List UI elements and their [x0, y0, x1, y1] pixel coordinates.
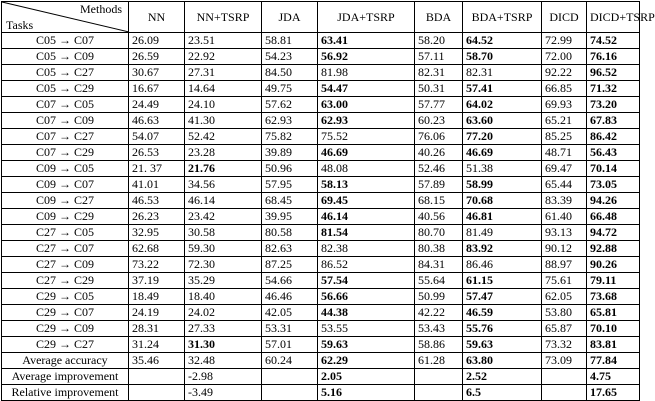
value-cell: 83.81	[587, 337, 640, 353]
value-cell: 22.92	[185, 49, 262, 65]
table-row	[2, 65, 640, 81]
value-cell: 72.30	[185, 257, 262, 273]
value-cell: 24.02	[185, 305, 262, 321]
task-label: C07 → C29	[2, 145, 129, 161]
methods-label: Methods	[80, 2, 122, 16]
task-label: C27 → C05	[2, 225, 129, 241]
value-cell: 57.11	[415, 49, 463, 65]
task-label: C05 → C07	[2, 33, 129, 49]
value-cell: 46.63	[129, 113, 185, 129]
value-cell: 61.28	[415, 353, 463, 369]
value-cell: 63.60	[463, 113, 542, 129]
value-cell: 83.39	[542, 193, 587, 209]
value-cell: 46.69	[463, 145, 542, 161]
value-cell	[415, 385, 463, 401]
value-cell: 73.09	[542, 353, 587, 369]
column-header: JDA+TSRP	[318, 2, 415, 33]
value-cell: 84.50	[262, 65, 318, 81]
value-cell: 40.26	[415, 145, 463, 161]
value-cell: 87.25	[262, 257, 318, 273]
value-cell: 75.61	[542, 273, 587, 289]
table-row	[2, 225, 640, 241]
value-cell: 16.67	[129, 81, 185, 97]
results-table	[1, 1, 655, 401]
value-cell: 54.66	[262, 273, 318, 289]
value-cell: 53.43	[415, 321, 463, 337]
table-row	[2, 209, 640, 225]
value-cell: 14.64	[185, 81, 262, 97]
table-row	[2, 305, 640, 321]
table-body	[2, 33, 640, 401]
value-cell: 5.16	[318, 385, 415, 401]
value-cell: 34.56	[185, 177, 262, 193]
value-cell: 58.86	[415, 337, 463, 353]
value-cell: 2.52	[463, 369, 542, 385]
value-cell: 62.68	[129, 241, 185, 257]
task-label: C29 → C05	[2, 289, 129, 305]
value-cell: 46.53	[129, 193, 185, 209]
task-label: C27 → C07	[2, 241, 129, 257]
value-cell: 41.01	[129, 177, 185, 193]
value-cell: 62.29	[318, 353, 415, 369]
value-cell: 28.31	[129, 321, 185, 337]
value-cell: 39.89	[262, 145, 318, 161]
value-cell: 42.05	[262, 305, 318, 321]
value-cell: 18.40	[185, 289, 262, 305]
value-cell: 26.59	[129, 49, 185, 65]
value-cell: 64.52	[463, 33, 542, 49]
value-cell: 82.38	[318, 241, 415, 257]
task-label: C05 → C09	[2, 49, 129, 65]
value-cell: 57.47	[463, 289, 542, 305]
table-row	[2, 337, 640, 353]
value-cell: 94.26	[587, 193, 640, 209]
value-cell: 63.80	[463, 353, 542, 369]
value-cell: 59.63	[463, 337, 542, 353]
table-row	[2, 33, 640, 49]
task-label: C07 → C05	[2, 97, 129, 113]
value-cell: 30.67	[129, 65, 185, 81]
column-header: BDA	[415, 2, 463, 33]
value-cell: 62.93	[318, 113, 415, 129]
value-cell: 52.46	[415, 161, 463, 177]
task-label: C27 → C29	[2, 273, 129, 289]
value-cell: 54.07	[129, 129, 185, 145]
results-table-container	[1, 1, 655, 401]
value-cell: 59.30	[185, 241, 262, 257]
value-cell: 46.14	[185, 193, 262, 209]
task-label: C09 → C29	[2, 209, 129, 225]
value-cell: 18.49	[129, 289, 185, 305]
value-cell: 30.58	[185, 225, 262, 241]
value-cell: 72.99	[542, 33, 587, 49]
value-cell: 65.21	[542, 113, 587, 129]
value-cell: 62.05	[542, 289, 587, 305]
task-label: C29 → C27	[2, 337, 129, 353]
column-header: BDA+TSRP	[463, 2, 542, 33]
value-cell: 4.75	[587, 369, 640, 385]
value-cell: 44.38	[318, 305, 415, 321]
value-cell: 40.56	[415, 209, 463, 225]
column-header: NN	[129, 2, 185, 33]
column-header: JDA	[262, 2, 318, 33]
header-row	[2, 2, 640, 33]
value-cell: 57.95	[262, 177, 318, 193]
table-row	[2, 177, 640, 193]
value-cell: 39.95	[262, 209, 318, 225]
value-cell: 68.15	[415, 193, 463, 209]
value-cell: 56.43	[587, 145, 640, 161]
value-cell: 31.30	[185, 337, 262, 353]
value-cell: 68.45	[262, 193, 318, 209]
value-cell: 94.72	[587, 225, 640, 241]
summary-row	[2, 385, 640, 401]
value-cell: -3.49	[185, 385, 262, 401]
task-label: C29 → C07	[2, 305, 129, 321]
value-cell: 58.13	[318, 177, 415, 193]
value-cell: 75.52	[318, 129, 415, 145]
value-cell: 24.10	[185, 97, 262, 113]
value-cell: 62.93	[262, 113, 318, 129]
value-cell: 71.32	[587, 81, 640, 97]
summary-row	[2, 369, 640, 385]
value-cell: 57.41	[463, 81, 542, 97]
value-cell: 92.88	[587, 241, 640, 257]
task-label: C09 → C05	[2, 161, 129, 177]
value-cell: 61.15	[463, 273, 542, 289]
value-cell	[542, 385, 587, 401]
task-label: C27 → C09	[2, 257, 129, 273]
value-cell: 24.19	[129, 305, 185, 321]
value-cell: 77.84	[587, 353, 640, 369]
value-cell: 27.33	[185, 321, 262, 337]
value-cell: 76.06	[415, 129, 463, 145]
value-cell: 70.68	[463, 193, 542, 209]
value-cell: 48.71	[542, 145, 587, 161]
value-cell: 90.12	[542, 241, 587, 257]
value-cell: 2.05	[318, 369, 415, 385]
value-cell	[129, 385, 185, 401]
summary-label: Average improvement	[2, 369, 129, 385]
value-cell: 60.24	[262, 353, 318, 369]
summary-label: Average accuracy	[2, 353, 129, 369]
value-cell: 80.38	[415, 241, 463, 257]
value-cell: 90.26	[587, 257, 640, 273]
value-cell: 32.48	[185, 353, 262, 369]
value-cell: 73.05	[587, 177, 640, 193]
value-cell: 86.46	[463, 257, 542, 273]
value-cell: 57.62	[262, 97, 318, 113]
value-cell: 64.02	[463, 97, 542, 113]
value-cell: 60.23	[415, 113, 463, 129]
table-row	[2, 113, 640, 129]
value-cell: 73.68	[587, 289, 640, 305]
table-row	[2, 129, 640, 145]
task-label: C09 → C07	[2, 177, 129, 193]
value-cell: 32.95	[129, 225, 185, 241]
value-cell: 42.22	[415, 305, 463, 321]
value-cell: 46.46	[262, 289, 318, 305]
table-row	[2, 193, 640, 209]
value-cell: 83.92	[463, 241, 542, 257]
value-cell: 74.52	[587, 33, 640, 49]
value-cell: 58.99	[463, 177, 542, 193]
value-cell: 86.42	[587, 129, 640, 145]
value-cell: 21.76	[185, 161, 262, 177]
value-cell: 58.81	[262, 33, 318, 49]
table-row	[2, 257, 640, 273]
value-cell: 75.82	[262, 129, 318, 145]
value-cell: 63.41	[318, 33, 415, 49]
table-row	[2, 273, 640, 289]
value-cell: 96.52	[587, 65, 640, 81]
value-cell: 46.69	[318, 145, 415, 161]
value-cell: 86.52	[318, 257, 415, 273]
table-row	[2, 161, 640, 177]
value-cell: 35.46	[129, 353, 185, 369]
value-cell: 80.58	[262, 225, 318, 241]
value-cell: 57.89	[415, 177, 463, 193]
value-cell: 6.5	[463, 385, 542, 401]
value-cell: 49.75	[262, 81, 318, 97]
column-header: DICD+TSRP	[587, 2, 640, 33]
value-cell: 82.31	[415, 65, 463, 81]
corner-cell	[2, 2, 129, 33]
value-cell: 50.31	[415, 81, 463, 97]
value-cell: 35.29	[185, 273, 262, 289]
value-cell	[262, 369, 318, 385]
value-cell: 82.63	[262, 241, 318, 257]
value-cell: 27.31	[185, 65, 262, 81]
table-row	[2, 289, 640, 305]
value-cell: 55.64	[415, 273, 463, 289]
value-cell: 23.51	[185, 33, 262, 49]
value-cell: 85.25	[542, 129, 587, 145]
task-label: C29 → C09	[2, 321, 129, 337]
value-cell: 69.47	[542, 161, 587, 177]
value-cell: 73.32	[542, 337, 587, 353]
value-cell: 66.48	[587, 209, 640, 225]
value-cell: 58.70	[463, 49, 542, 65]
value-cell: 81.54	[318, 225, 415, 241]
value-cell: 88.97	[542, 257, 587, 273]
value-cell: 26.09	[129, 33, 185, 49]
summary-row	[2, 353, 640, 369]
value-cell: 31.24	[129, 337, 185, 353]
task-label: C05 → C27	[2, 65, 129, 81]
value-cell: 65.44	[542, 177, 587, 193]
value-cell	[262, 385, 318, 401]
value-cell: 56.66	[318, 289, 415, 305]
value-cell: 57.54	[318, 273, 415, 289]
value-cell: 80.70	[415, 225, 463, 241]
value-cell: 53.31	[262, 321, 318, 337]
task-label: C07 → C27	[2, 129, 129, 145]
value-cell: 56.92	[318, 49, 415, 65]
table-row	[2, 241, 640, 257]
value-cell: 77.20	[463, 129, 542, 145]
value-cell: 53.80	[542, 305, 587, 321]
value-cell	[129, 369, 185, 385]
value-cell: 72.00	[542, 49, 587, 65]
table-row	[2, 145, 640, 161]
value-cell: 70.10	[587, 321, 640, 337]
value-cell: 93.13	[542, 225, 587, 241]
value-cell: 81.49	[463, 225, 542, 241]
task-label: C09 → C27	[2, 193, 129, 209]
value-cell: 54.23	[262, 49, 318, 65]
value-cell: 46.59	[463, 305, 542, 321]
value-cell: 21. 37	[129, 161, 185, 177]
value-cell: 84.31	[415, 257, 463, 273]
value-cell: 54.47	[318, 81, 415, 97]
value-cell: 51.38	[463, 161, 542, 177]
task-label: C05 → C29	[2, 81, 129, 97]
table-row	[2, 97, 640, 113]
value-cell: 50.96	[262, 161, 318, 177]
value-cell: 53.55	[318, 321, 415, 337]
value-cell: 17.65	[587, 385, 640, 401]
value-cell: 48.08	[318, 161, 415, 177]
value-cell: 58.20	[415, 33, 463, 49]
value-cell: 61.40	[542, 209, 587, 225]
value-cell: 76.16	[587, 49, 640, 65]
value-cell: 79.11	[587, 273, 640, 289]
value-cell: 55.76	[463, 321, 542, 337]
value-cell: 67.83	[587, 113, 640, 129]
value-cell: 69.45	[318, 193, 415, 209]
task-label: C07 → C09	[2, 113, 129, 129]
value-cell: 23.28	[185, 145, 262, 161]
summary-label: Relative improvement	[2, 385, 129, 401]
value-cell: 73.20	[587, 97, 640, 113]
value-cell: 65.87	[542, 321, 587, 337]
value-cell: 50.99	[415, 289, 463, 305]
value-cell: 65.81	[587, 305, 640, 321]
value-cell: 57.01	[262, 337, 318, 353]
table-row	[2, 81, 640, 97]
value-cell: 69.93	[542, 97, 587, 113]
value-cell	[415, 369, 463, 385]
table-row	[2, 49, 640, 65]
value-cell: 66.85	[542, 81, 587, 97]
value-cell: 26.53	[129, 145, 185, 161]
value-cell: 57.77	[415, 97, 463, 113]
value-cell: 82.31	[463, 65, 542, 81]
tasks-label: Tasks	[6, 18, 34, 32]
value-cell: -2.98	[185, 369, 262, 385]
value-cell: 37.19	[129, 273, 185, 289]
value-cell: 59.63	[318, 337, 415, 353]
column-header: DICD	[542, 2, 587, 33]
value-cell: 70.14	[587, 161, 640, 177]
value-cell: 73.22	[129, 257, 185, 273]
table-row	[2, 321, 640, 337]
value-cell: 24.49	[129, 97, 185, 113]
value-cell: 46.14	[318, 209, 415, 225]
value-cell: 23.42	[185, 209, 262, 225]
value-cell: 26.23	[129, 209, 185, 225]
value-cell: 41.30	[185, 113, 262, 129]
value-cell: 92.22	[542, 65, 587, 81]
value-cell	[542, 369, 587, 385]
value-cell: 81.98	[318, 65, 415, 81]
value-cell: 63.00	[318, 97, 415, 113]
value-cell: 46.81	[463, 209, 542, 225]
value-cell: 52.42	[185, 129, 262, 145]
column-header: NN+TSRP	[185, 2, 262, 33]
